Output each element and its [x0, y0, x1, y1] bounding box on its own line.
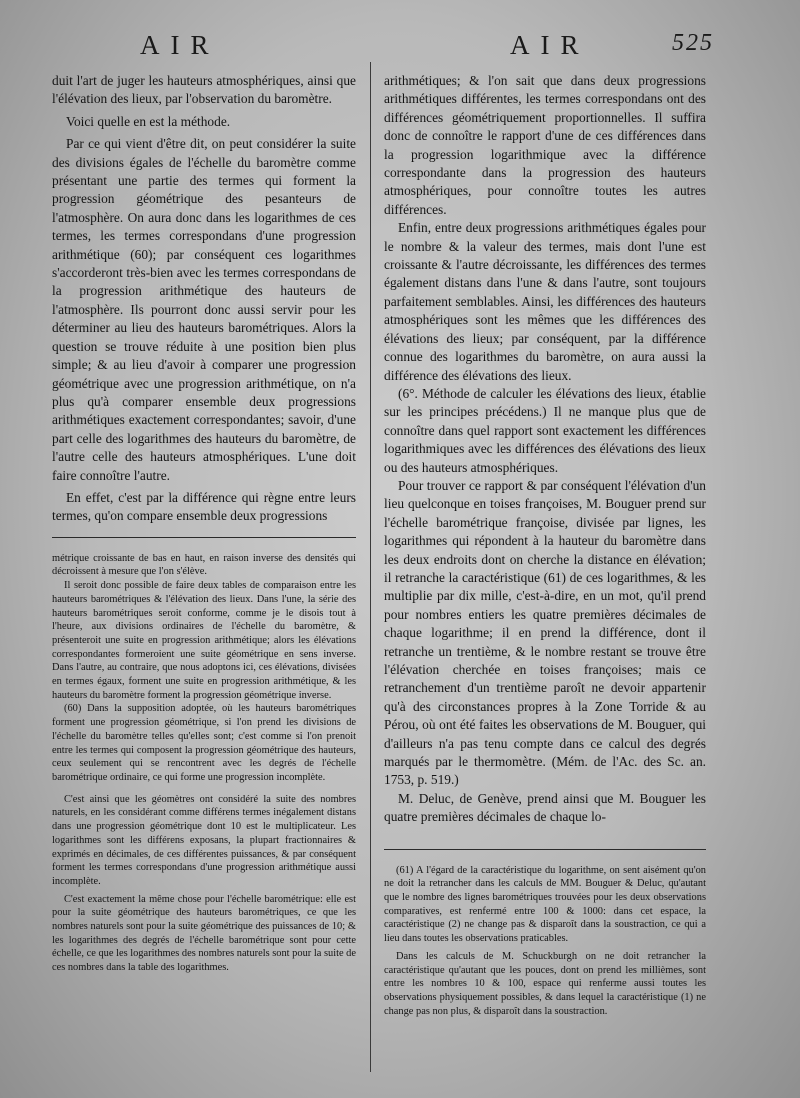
right-column — [384, 72, 706, 1018]
paragraph: (6°. Méthode de calculer les élévations des lieux, établie sur les principes précédens.) Il ne manque plus que de connoître dans quel rapport sont exactement les différences logarithmiques avec les différences des élévations des lieux ou des hauteurs atmosphériques. — [384, 385, 706, 475]
right-footnotes — [384, 864, 706, 1019]
paragraph: Voici quelle en est la méthode. — [66, 113, 231, 129]
column-divider — [370, 62, 371, 1072]
paragraph: M. Deluc, de Genève, prend ainsi que M. Bouguer les quatre premières décimales de chaque lo- — [384, 790, 706, 825]
footnote-paragraph: C'est exactement la même chose pour l'échelle barométrique: elle est pour la suite géométrique des hauteurs barométriques, ce que les nombres naturels sont pour la suite géométrique des puissances de 10; & les logarithmes des degrés de l'échelle barométrique sont pour cette échelle, ce que les logarithmes des nombres naturels sont pour la suite de ces nombres dans la table des logarithmes. — [52, 893, 356, 974]
footnote-paragraph: C'est ainsi que les géomètres ont considéré la suite des nombres naturels, en les considérant comme différens termes inégalement distans dans une progression géométrique dont 10 est le multiplicateur. Les logarithmes sont les différens exposans, la plupart fractionnaires & exprimés en décimales, de ces différentes puissances, & par conséquent forment les termes correspondans d'une progression arithmétique aussi incomplète. — [52, 793, 356, 887]
paragraph: Par ce qui vient d'être dit, on peut considérer la suite des divisions égales de l'échelle du baromètre comme présentant une partie des termes qui forment la progression géométrique des pesanteurs de l'atmosphère. On aura donc dans les logarithmes de ces termes, les termes correspondans d'une progression arithmétique (60); par conséquent ces logarithmes s'accorderont très-bien avec les termes correspondans de la progression arithmétique des hauteurs de l'atmosphère. Ils pourront donc aussi servir pour les déterminer au lieu des hauteurs barométriques. Alors la question se trouve réduite à une position bien plus simple; & au lieu d'avoir à comparer une progression géométrique avec une progression arithmétique, on n'a plus qu'à comparer ensemble deux progressions arithmétiques exactement correspondantes; savoir, d'une part celle des logarithmes des hauteurs du baromètre, de l'autre celle des hauteurs atmosphériques. L'une doit faire connoître l'autre. — [52, 136, 356, 483]
left-footnotes — [52, 552, 356, 975]
running-head-left: AIR — [140, 30, 220, 60]
paragraph: duit l'art de juger les hauteurs atmosphériques, ainsi que l'élévation des lieux, par l'observation du baromètre. — [52, 73, 356, 107]
footnote-paragraph: (60) Dans la supposition adoptée, où les hauteurs barométriques forment une progression géométrique, si l'on prend les divisions de l'échelle du baromètre telles qu'elles sont; c'est comme si l'on prenoit entre les termes qui composent la progression géométrique des hauteurs, ceux seulement qui se rencontrent avec les degrés de l'échelle barométrique ordinaire, ce qui forme une progression incomplète. — [52, 703, 356, 783]
left-main-text — [52, 72, 356, 526]
footnote-rule — [384, 849, 706, 850]
footnote-paragraph: Il seroit donc possible de faire deux tables de comparaison entre les hauteurs barométriques & l'élévation des lieux. Dans l'une, la série des hauteurs barométriques seroit conforme, comme je le disois tout à l'heure, aux divisions ordinaires de l'échelle du baromètre, & présenteroit une suite en progression arithmétique; alors les élévations correspondantes formeroient une suite géométrique en sens inverse. Dans l'autre, au contraire, que nous adoptons ici, ces élévations, divisées en termes égaux, forment une suite en progression arithmétique, & les hauteurs du baromètre forment la progression géométrique inverse. — [52, 580, 356, 701]
footnote-rule — [52, 537, 356, 538]
paragraph: arithmétiques; & l'on sait que dans deux progressions arithmétiques différentes, les termes correspondans ont des différences géométriquement proportionnelles. Il suffira donc de connoître le rapport d'une de ces différences dans la progression logarithmique avec la différence correspondante dans la progression des hauteurs atmosphériques, pour connoître toutes les autres différences. — [384, 73, 706, 217]
page-number: 525 — [672, 30, 714, 56]
footnote-paragraph: métrique croissante de bas en haut, en raison inverse des densités qui décroissent à mesure que l'on s'élève. — [52, 552, 356, 578]
paragraph: Enfin, entre deux progressions arithmétiques égales pour le nombre & la valeur des termes, mais dont l'une est croissante & l'autre décroissante, les différences des termes également distans dans l'une & dans l'autre, sont toujours parfaitement semblables. Ainsi, les différences des hauteurs atmosphériques sont les mêmes que les différences des élévations des lieux; par conséquent, par la différence connue des logarithmes du baromètre, on aura aussi la différence des élévations des lieux. — [384, 220, 706, 383]
running-head-right: AIR — [510, 30, 590, 60]
paragraph: En effet, c'est par la différence qui règne entre leurs termes, qu'on compare ensemble deux progressions — [52, 489, 356, 524]
left-column — [52, 72, 356, 975]
right-main-text — [384, 72, 706, 827]
paragraph: Pour trouver ce rapport & par conséquent l'élévation d'un lieu quelconque en toises françoises, M. Bouguer prend sur l'échelle barométrique françoise, divisée par lignes, les logarithmes qui répondent à la hauteur du baromètre dans les deux endroits dont on cherche la distance en élévation; il retranche la caractéristique (61) de ces logarithmes, & les multiplie par dix mille, c'est-à-dire, en un mot, qu'il prend pour nombres entiers les quatre premières décimales de chaque logarithme; il en prend la différence, dont il retranche un trentième, & le nombre restant se trouve être l'élévation cherchée en toises françoises; mais ce retranchement d'un trentième paroît ne devoir appartenir qu'à des circonstances propres à la Zone Torride & au Pérou, où ont été faites les observations de M. Bouguer, qui d'ailleurs n'a pas tenu compte dans ce calcul des degrés marqués par le thermomètre. (Mém. de l'Ac. des Sc. an. 1753, p. 519.) — [384, 477, 706, 788]
footnote-paragraph: Dans les calculs de M. Schuckburgh on ne doit retrancher la caractéristique qu'autant que les pouces, dont on prend les millièmes, sont entre les nombres 10 & 100, espace qui renferme aussi toutes les observations physiquement possibles, & dans lequel la caractéristique (1) ne change pas non plus, & disparoît dans la soustraction. — [384, 950, 706, 1017]
footnote-paragraph: (61) A l'égard de la caractéristique du logarithme, on sent aisément qu'on ne doit la retrancher dans les calculs de MM. Bouguer & Deluc, qu'autant que le nombre des lignes barométriques trouvées pour les deux observations comparatives, est renfermé entre 100 & 1000: dans cet espace, la caractéristique (2) ne change pas & disparoît dans la soustraction, ce qui a lieu dans toutes les observations praticables. — [384, 864, 706, 945]
